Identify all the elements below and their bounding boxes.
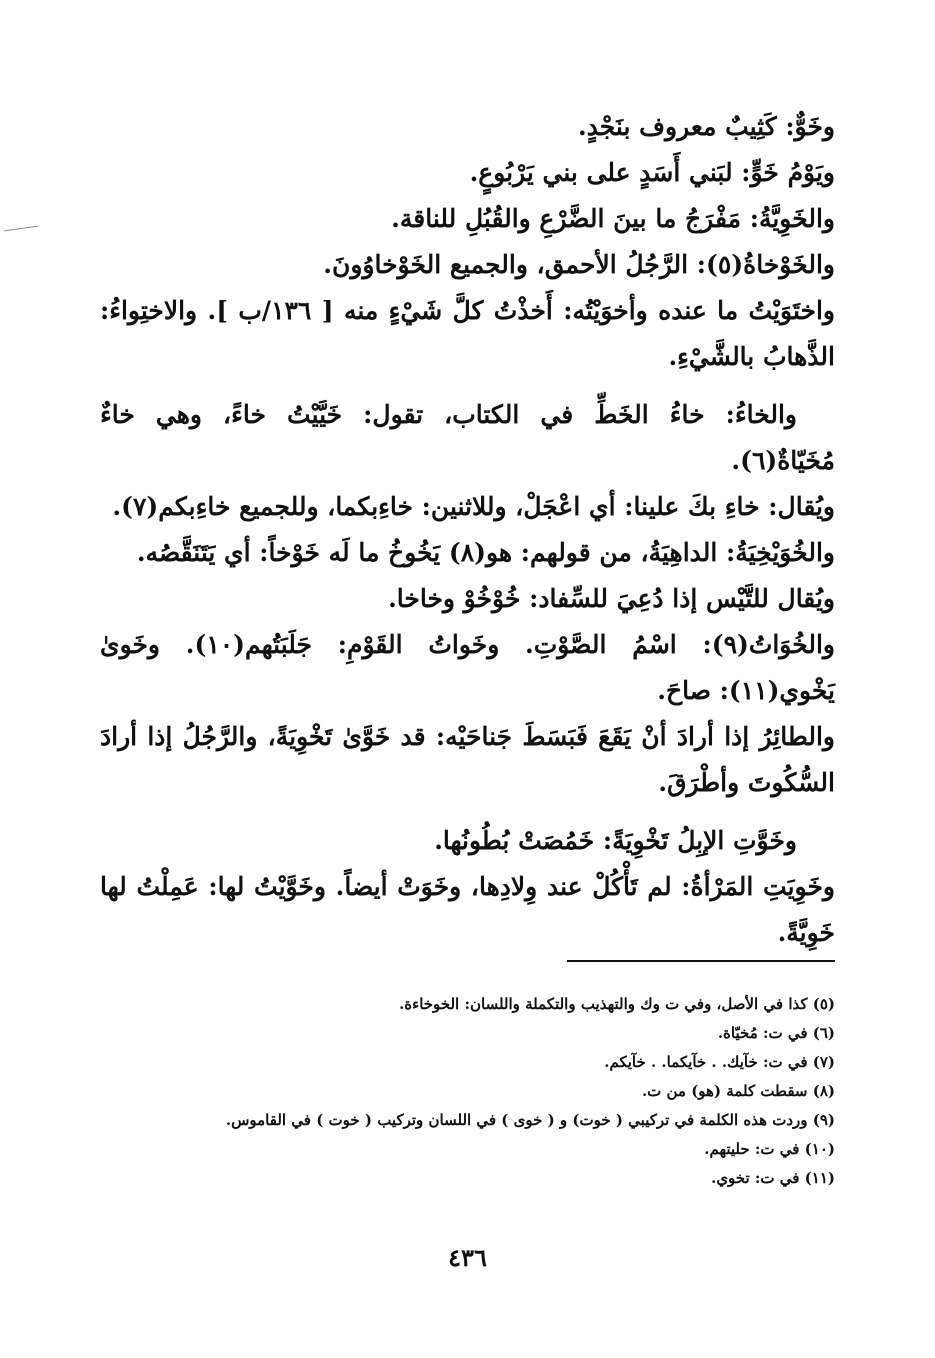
footnote-10: (١٠) في ت: حليتهم. [704, 1140, 835, 1158]
footnote-5: (٥) كذا في الأصل، وفي ت وك والتهذيب والتكملة واللسان: الخوخاءة. [399, 995, 835, 1013]
entry-khaw-dune: وخَوٌّ: كَثِيبٌ معروف بنَجْدٍ. [577, 112, 835, 141]
footnotes-list [100, 990, 835, 1193]
margin-pen-mark [4, 226, 38, 232]
footnote-7: (٧) في ت: خآيك. . خآيكما. . خآيكم. [604, 1053, 835, 1071]
footnote-6: (٦) في ت: مُخيّاة. [717, 1024, 835, 1042]
entry-khuwaykhiya: والخُوَيْخِيَةُ: الداهِيَةُ، من قولهم: هو(٨) يَخُوخُ ما لَه خَوْخاً: أي يَتَنَقَّصُه. [136, 538, 835, 567]
entry-khawiyya: والخَوِيَّةُ: مَفْرَجُ ما بينَ الضَّرْعِ والقُبُلِ للناقة. [391, 204, 835, 233]
entry-ikhtawaytu: واختَوَيْتُ ما عنده وأخوَيْتُه: أَخذْتُ كلَّ شَيْءٍ منه [ ١٣٦/ب ]. والاختِواءُ: الذَّهابُ بالشَّيْءِ. [100, 296, 835, 371]
page-number: ٤٣٦ [448, 1243, 487, 1272]
main-text-body [100, 104, 835, 956]
footnote-11: (١١) في ت: تخوي. [711, 1169, 835, 1187]
entry-khuwat: والخُوَاتُ(٩): اسْمُ الصَّوْتِ. وخَواتُ القَوْمِ: جَلَبَتُهم(١٠). وخَوىٰ يَخْوي(١١): صاحَ. [100, 630, 835, 705]
footnote-separator [567, 960, 835, 962]
entry-kha-bika: ويُقال: خاءِ بكَ علينا: أي اعْجَلْ، وللاثنين: خاءِبكما، وللجميع خاءِبكم(٧). [112, 492, 835, 521]
entry-al-kha: والخاءُ: خاءُ الخَطِّ في الكتاب، تقول: خَيَّيْتُ خاءً، وهي خاءٌ مُخَيّاةٌ(٦). [100, 400, 835, 475]
footnote-9: (٩) وردت هذه الكلمة في تركيبي ( خوت) و ( خوى ) في اللسان وتركيب ( خوت ) في القاموس. [225, 1111, 835, 1129]
entry-yawm-khaw: ويَوْمُ خَوٍّ: لبَني أَسَدٍ على بني يَرْبُوعٍ. [469, 158, 835, 187]
entry-khawkhat: والخَوْخاةُ(٥): الرَّجُلُ الأحمق، والجميع الخَوْخاوُونَ. [323, 250, 835, 279]
entry-tays: ويُقال للتَّيْس إذا دُعِيَ للسِّفاد: خُوْخُوْ وخاخا. [388, 584, 835, 613]
entry-taair: والطائِرُ إذا أرادَ أنْ يَقَعَ فَبَسَطَ جَناحَيْه: قد خَوَّىٰ تَخْوِيَةً، والرَّجُلُ إذا أرادَ السُّكُوتَ وأطْرَقَ. [100, 722, 835, 797]
footnote-8: (٨) سقطت كلمة (هو) من ت. [641, 1082, 835, 1100]
entry-khawwat-ibil: وخَوَّتِ الإبِلُ تَخْوِيَةً: خَمُصَتْ بُطُونُها. [434, 826, 797, 855]
entry-khawiyat-marah: وخَوِيَتِ المَرْأةُ: لم تَأْكُلْ عند وِلادِها، وخَوَتْ أيضاً. وخَوَّيْتُ لها: عَمِلْتُ لها خَوِيَّةً. [100, 872, 835, 947]
